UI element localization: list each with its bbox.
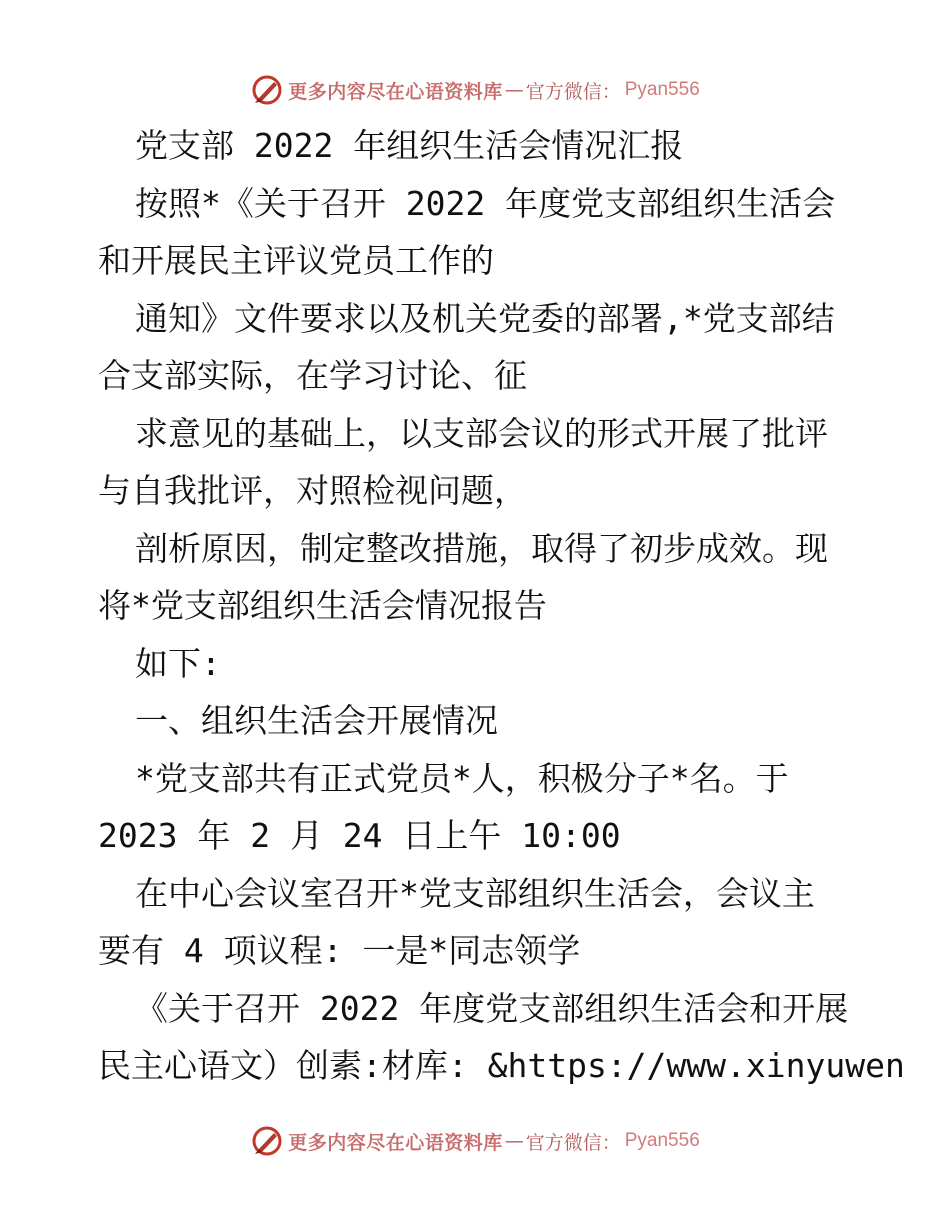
- paragraph-line: 和开展民主评议党员工作的: [98, 241, 494, 280]
- banner-official: 官方微信：: [525, 80, 621, 103]
- banner-text: 更多内容尽在心语资料库: [288, 80, 503, 103]
- paragraph-line: 2023 年 2 月 24 日上午 10:00: [98, 816, 621, 855]
- document-title: 党支部 2022 年组织生活会情况汇报: [135, 126, 684, 165]
- footer-watermark: [0, 1123, 950, 1159]
- paragraph-line: 在中心会议室召开*党支部组织生活会，会议主: [135, 873, 815, 913]
- paragraph-line: 如下:: [135, 643, 221, 683]
- paragraph-line: 民主心语文）创素:材库: &https://www.xinyuwen: [98, 1046, 905, 1085]
- paragraph-line: 与自我批评，对照检视问题，: [98, 471, 527, 510]
- banner-dash: —: [504, 79, 524, 101]
- banner-text: 更多内容尽在心语资料库: [288, 1131, 503, 1154]
- paragraph-line: 合支部实际，在学习讨论、征: [98, 356, 527, 395]
- pen-logo-icon: [250, 73, 284, 107]
- banner-dash: —: [504, 1130, 524, 1152]
- paragraph-line: 按照*《关于召开 2022 年度党支部组织生活会: [135, 183, 836, 223]
- banner-wechat-id: Pyan556: [624, 79, 700, 100]
- paragraph-line: 剖析原因，制定整改措施，取得了初步成效。现: [135, 528, 828, 568]
- section-heading: 一、组织生活会开展情况: [135, 701, 498, 740]
- paragraph-line: 要有 4 项议程: 一是*同志领学: [98, 931, 581, 970]
- paragraph-line: 通知》文件要求以及机关党委的部署,*党支部结: [135, 298, 835, 338]
- paragraph-line: 《关于召开 2022 年度党支部组织生活会和开展: [135, 988, 849, 1028]
- banner-wechat-id: Pyan556: [624, 1130, 700, 1151]
- paragraph-line: *党支部共有正式党员*人，积极分子*名。于: [135, 758, 789, 798]
- banner-official: 官方微信：: [525, 1131, 621, 1154]
- paragraph-line: 将*党支部组织生活会情况报告: [98, 586, 547, 625]
- paragraph-line: 求意见的基础上，以支部会议的形式开展了批评: [135, 413, 828, 453]
- pen-logo-icon: [250, 1124, 284, 1158]
- document-body: [98, 124, 905, 1102]
- header-watermark: [0, 72, 950, 108]
